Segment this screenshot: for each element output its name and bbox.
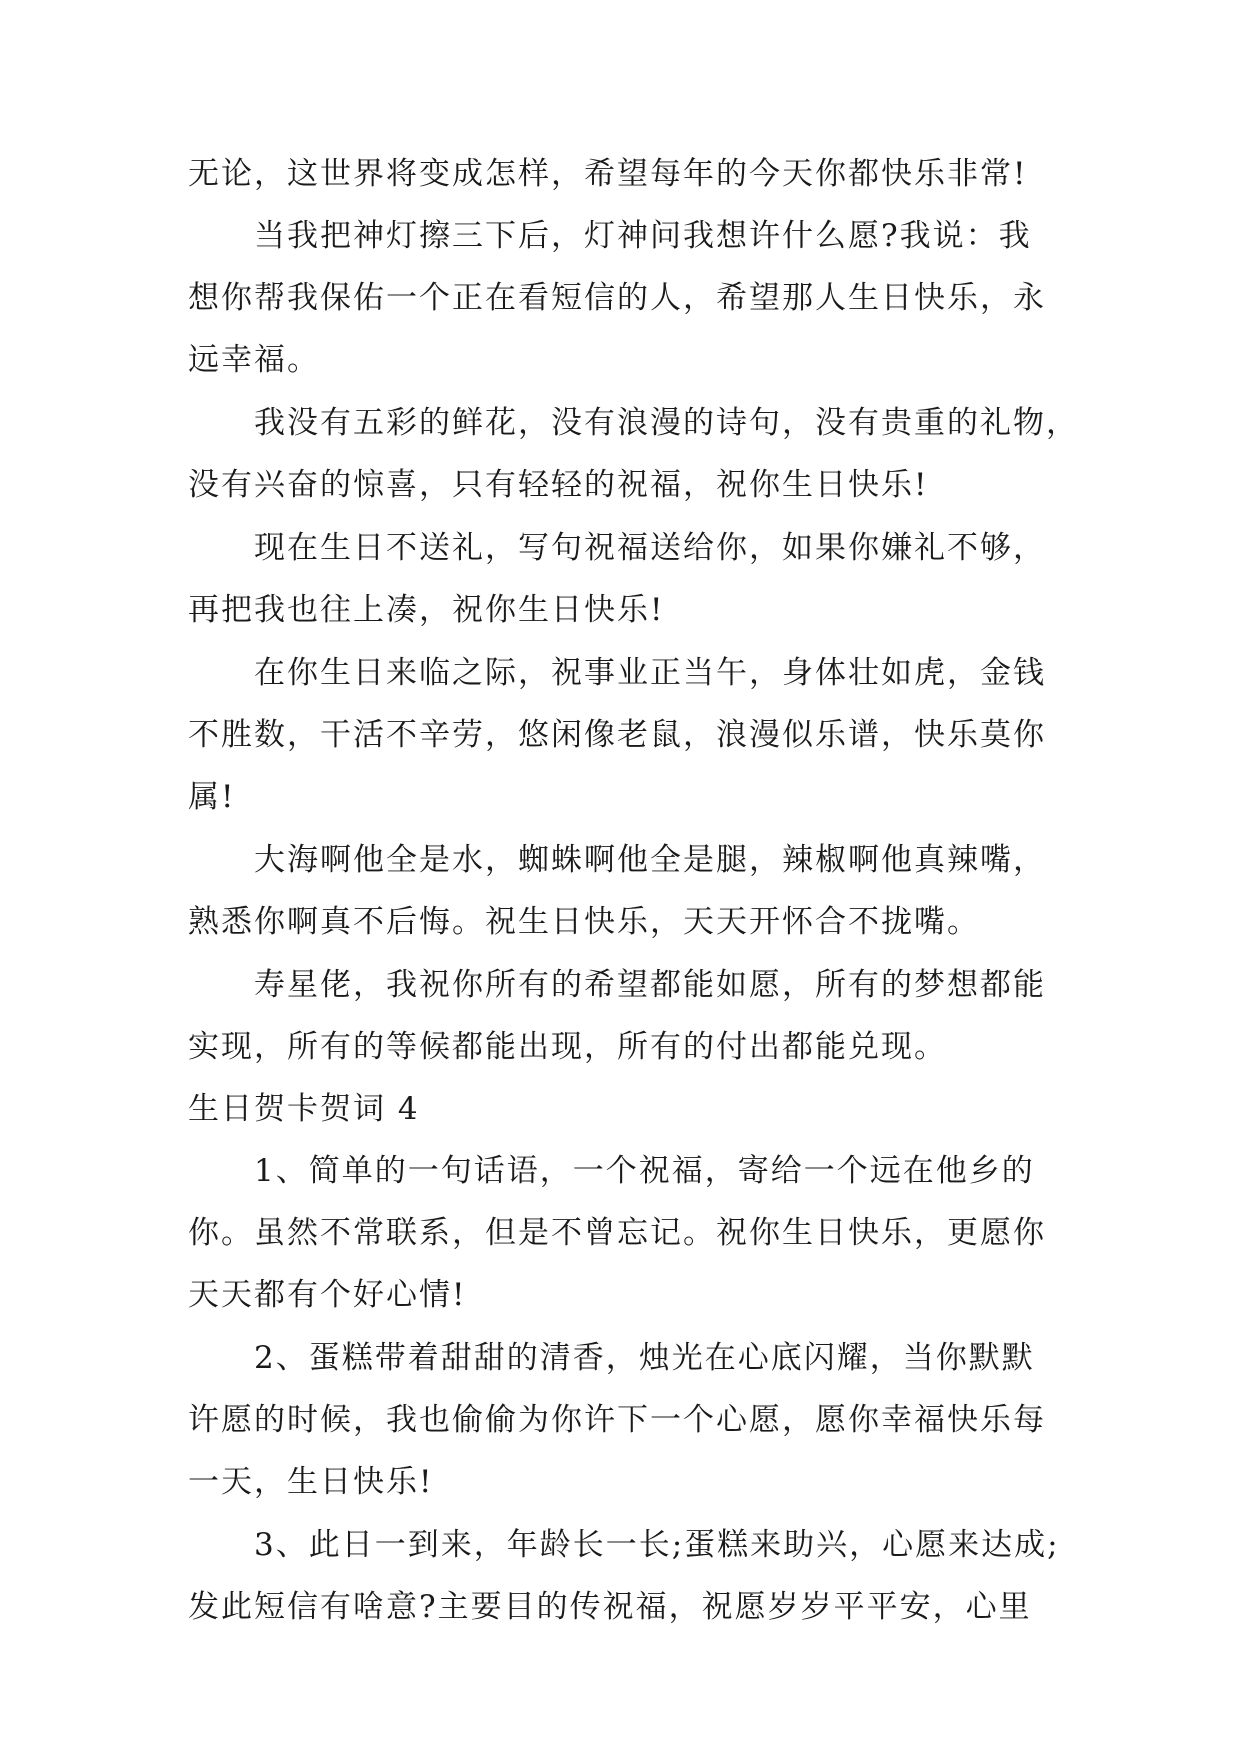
text-line: 当我把神灯擦三下后，灯神问我想许什么愿?我说：我 bbox=[254, 218, 1032, 254]
text-line: 2、蛋糕带着甜甜的清香，烛光在心底闪耀，当你默默 bbox=[254, 1340, 1035, 1376]
text-line: 你。虽然不常联系，但是不曾忘记。祝你生日快乐，更愿你 bbox=[188, 1215, 1046, 1251]
text-line: 我没有五彩的鲜花，没有浪漫的诗句，没有贵重的礼物， bbox=[254, 405, 1079, 441]
text-line: 实现，所有的等候都能出现，所有的付出都能兑现。 bbox=[188, 1029, 947, 1065]
text-line: 再把我也往上凑，祝你生日快乐! bbox=[188, 592, 665, 628]
text-line: 一天，生日快乐! bbox=[188, 1464, 434, 1500]
document-body bbox=[188, 155, 1079, 1626]
text-line: 发此短信有啥意?主要目的传祝福，祝愿岁岁平平安，心里 bbox=[188, 1589, 1032, 1625]
text-line: 熟悉你啊真不后悔。祝生日快乐，天天开怀合不拢嘴。 bbox=[188, 904, 980, 940]
text-line: 1、简单的一句话语，一个祝福，寄给一个远在他乡的 bbox=[254, 1153, 1035, 1189]
text-line: 没有兴奋的惊喜，只有轻轻的祝福，祝你生日快乐! bbox=[188, 467, 929, 503]
text-line: 在你生日来临之际，祝事业正当午，身体壮如虎，金钱 bbox=[254, 655, 1046, 691]
text-line: 不胜数，干活不辛劳，悠闲像老鼠，浪漫似乐谱，快乐莫你 bbox=[188, 717, 1046, 753]
text-line: 许愿的时候，我也偷偷为你许下一个心愿，愿你幸福快乐每 bbox=[188, 1402, 1046, 1438]
text-line: 3、此日一到来，年龄长一长;蛋糕来助兴，心愿来达成; bbox=[254, 1527, 1060, 1563]
text-line: 无论，这世界将变成怎样，希望每年的今天你都快乐非常! bbox=[188, 156, 1028, 192]
text-line: 现在生日不送礼，写句祝福送给你，如果你嫌礼不够， bbox=[254, 530, 1046, 566]
text-line: 想你帮我保佑一个正在看短信的人，希望那人生日快乐，永 bbox=[188, 280, 1046, 316]
text-line: 远幸福。 bbox=[188, 342, 320, 378]
text-line: 天天都有个好心情! bbox=[188, 1277, 467, 1313]
text-line: 大海啊他全是水，蜘蛛啊他全是腿，辣椒啊他真辣嘴， bbox=[254, 842, 1046, 878]
section-heading: 生日贺卡贺词 4 bbox=[188, 1091, 420, 1127]
text-line: 寿星佬，我祝你所有的希望都能如愿，所有的梦想都能 bbox=[254, 967, 1046, 1003]
text-line: 属! bbox=[188, 779, 236, 815]
